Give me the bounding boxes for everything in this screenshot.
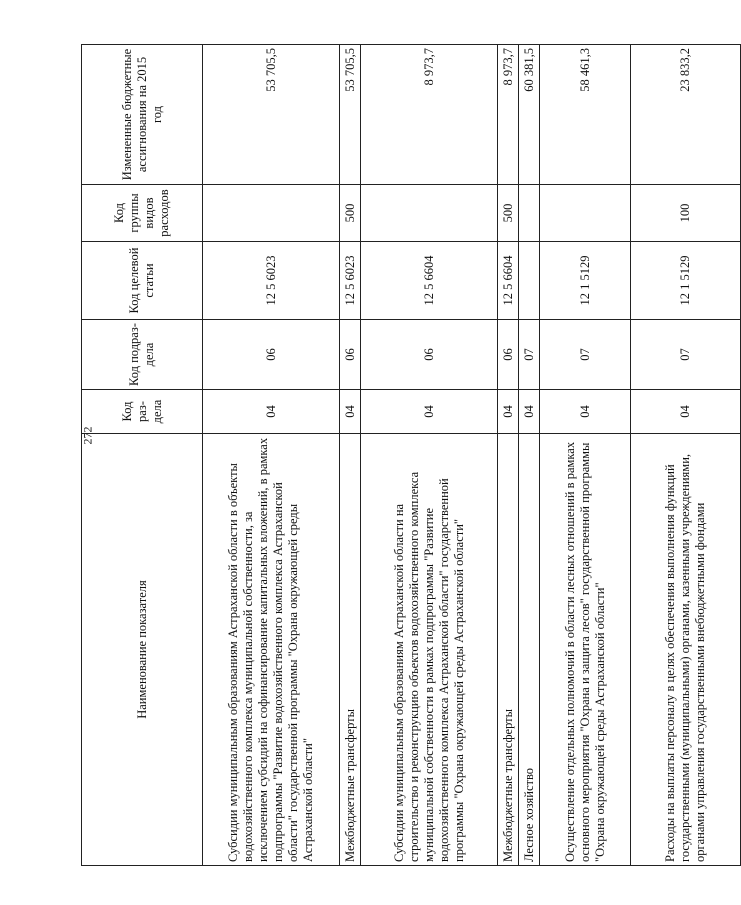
row-group: [540, 185, 631, 242]
row-subsection: 06: [340, 320, 361, 390]
table-row: [203, 45, 340, 866]
row-group: [519, 185, 540, 242]
row-name: Субсидии муниципальным образованиям Астраханской области на строительство и реконструкцию объектов водохозяйственного комплекса муниципальной собственности в рамках подпрограммы "Развитие водохозяйственного комплекса Астраханской области" государственной программы "Охрана окружающей среды Астраханской области": [361, 434, 498, 866]
budget-table: [81, 44, 741, 866]
row-amount: 8 973,7: [498, 45, 519, 185]
row-group: 500: [498, 185, 519, 242]
table-row: [498, 45, 519, 866]
table-row: [340, 45, 361, 866]
row-name: Лесное хозяйство: [519, 434, 540, 866]
row-target: 12 1 5129: [540, 242, 631, 320]
row-subsection: 07: [519, 320, 540, 390]
row-group: [203, 185, 340, 242]
row-subsection: 07: [631, 320, 741, 390]
row-subsection: 06: [203, 320, 340, 390]
table-row: [631, 45, 741, 866]
row-section: 04: [498, 390, 519, 434]
row-section: 04: [519, 390, 540, 434]
row-target: 12 5 6023: [203, 242, 340, 320]
row-amount: 53 705,5: [203, 45, 340, 185]
row-target: [519, 242, 540, 320]
row-amount: 23 833,2: [631, 45, 741, 185]
header-target: Код целевой статьи: [82, 242, 203, 320]
row-subsection: 06: [361, 320, 498, 390]
row-subsection: 06: [498, 320, 519, 390]
header-name: Наименование показателя: [82, 434, 203, 866]
row-target: 12 1 5129: [631, 242, 741, 320]
page-number: 272: [80, 426, 95, 445]
row-target: 12 5 6023: [340, 242, 361, 320]
header-section: Код раз-дела: [82, 390, 203, 434]
row-section: 04: [540, 390, 631, 434]
row-group: [361, 185, 498, 242]
row-target: 12 5 6604: [498, 242, 519, 320]
row-section: 04: [340, 390, 361, 434]
table-row: [361, 45, 498, 866]
row-amount: 60 381,5: [519, 45, 540, 185]
row-name: Субсидии муниципальным образованиям Астраханской области в объекты водохозяйственного комплекса муниципальной собственности, за исключением субсидий на софинансирование капитальных вложений, в рамках подпрограммы "Развитие водохозяйственного комплекса Астраханской области" государственной программы "Охрана окружающей среды Астраханской области": [203, 434, 340, 866]
table-row: [519, 45, 540, 866]
row-amount: 8 973,7: [361, 45, 498, 185]
row-group: 500: [340, 185, 361, 242]
row-section: 04: [203, 390, 340, 434]
row-amount: 58 461,3: [540, 45, 631, 185]
row-section: 04: [361, 390, 498, 434]
rotated-table-container: [81, 45, 707, 866]
row-subsection: 07: [540, 320, 631, 390]
row-name: Осуществление отдельных полномочий в области лесных отношений в рамках основного мероприятия "Охрана и защита лесов" государственной программы "Охрана окружающей среды Астраханской области": [540, 434, 631, 866]
row-name: Межбюджетные трансферты: [498, 434, 519, 866]
table-row: [540, 45, 631, 866]
header-row: [82, 45, 203, 866]
row-name: Межбюджетные трансферты: [340, 434, 361, 866]
row-name: Расходы на выплаты персоналу в целях обеспечения выполнения функций государственными (муниципальными) органами, казенными учреждениями, органами управления государственными внебюджетными фондами: [631, 434, 741, 866]
row-amount: 53 705,5: [340, 45, 361, 185]
row-group: 100: [631, 185, 741, 242]
row-target: 12 5 6604: [361, 242, 498, 320]
header-expense-group: Код группы видов расходов: [82, 185, 203, 242]
header-amount: Измененные бюджетные ассигнования на 2015 год: [82, 45, 203, 185]
row-section: 04: [631, 390, 741, 434]
header-subsection: Код подраз-дела: [82, 320, 203, 390]
